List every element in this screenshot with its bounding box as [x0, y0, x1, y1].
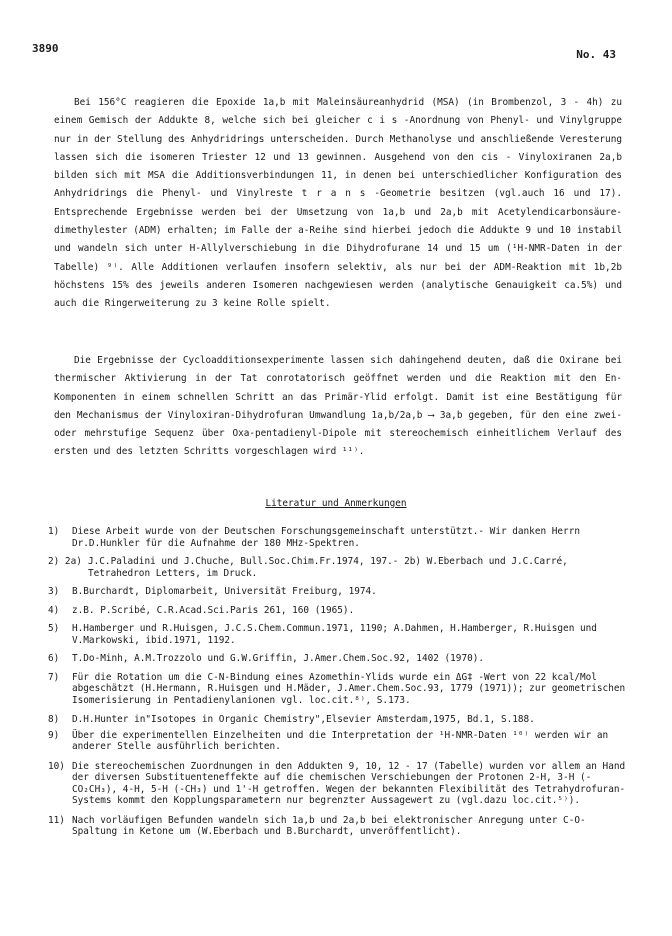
reference-label: 3)	[48, 586, 60, 597]
reference-item	[48, 672, 628, 707]
reference-item	[48, 526, 628, 549]
reference-text: T.Do-Minh, A.M.Trozzolo und G.W.Griffin, J.Amer.Chem.Soc.92, 1402 (1970).	[72, 653, 485, 664]
reference-item	[48, 556, 628, 579]
reference-text: Die stereochemischen Zuordnungen in den Addukten 9, 10, 12 - 17 (Tabelle) wurden vor allem an Hand der diversen Substituenteneffekte auf die chemischen Verschiebungen der Protonen 2-H, 3-H (-CO₂CH₃), 4-H, 5-H (-CH₃) und 1'-H getroffen. Wegen der bekannten Flexibilität des Tetrahydrofuran-Systems kommt den Kopplungsparametern nur begrenzter Aussagewert zu (vgl.dazu loc.cit.⁵⁾).	[72, 760, 626, 806]
reference-text: Nach vorläufigen Befunden wandeln sich 1a,b und 2a,b bei elektronischer Anregung unter C-O-Spaltung in Ketone um (W.Eberbach und B.Burchardt, unveröffentlicht).	[72, 814, 586, 837]
reference-label: 8)	[48, 714, 60, 725]
reference-label: 6)	[48, 653, 60, 664]
body-paragraph-2	[54, 352, 622, 462]
reference-label: 2) 2a)	[48, 556, 82, 567]
reference-text: D.H.Hunter in"Isotopes in Organic Chemistry",Elsevier Amsterdam,1975, Bd.1, S.188.	[72, 714, 535, 725]
reference-item	[48, 605, 628, 617]
reference-label: 5)	[48, 623, 60, 634]
reference-label: 7)	[48, 671, 60, 683]
reference-label: 9)	[48, 729, 60, 741]
reference-label: 4)	[48, 604, 60, 616]
reference-item	[48, 623, 628, 646]
body-paragraph-1	[54, 94, 622, 314]
reference-text: Für die Rotation um die C-N-Bindung eines Azomethin-Ylids wurde ein ΔG‡ -Wert von 22 kcal/Mol abgeschätzt (H.Hermann, R.Huisgen und H.Mäder, J.Amer.Chem.Soc.93, 1779 (1971)); zur geometrischen Isomerisierung in Pentadienylanionen vgl. loc.cit.⁸⁾, S.173.	[72, 671, 626, 706]
issue-number: No. 43	[576, 48, 616, 61]
reference-text: z.B. P.Scribé, C.R.Acad.Sci.Paris 261, 160 (1965).	[72, 604, 355, 616]
reference-item	[48, 761, 628, 807]
reference-item	[48, 586, 628, 598]
reference-item	[48, 815, 628, 838]
references-heading: Literatur und Anmerkungen	[265, 498, 407, 509]
page-number: 3890	[32, 42, 59, 55]
reference-text: B.Burchardt, Diplomarbeit, Universität Freiburg, 1974.	[72, 586, 377, 597]
paragraph-text: Bei 156°C reagieren die Epoxide 1a,b mit Maleinsäureanhydrid (MSA) (in Brombenzol, 3 - 4h) zu einem Gemisch der Addukte 8, welche sich bei gleicher c i s -Anordnung von Phenyl- und Vinylgruppe nur in der Stellung des Anhydridrings unterscheiden. Durch Methanolyse und anschließende Veresterung lassen sich die isomeren Triester 12 und 13 gewinnen. Ausgehend von den cis - Vinyloxiranen 2a,b bilden sich mit MSA die Additionsverbindungen 11, in denen bei unterschiedlicher Konfiguration des Anhydridrings die Phenyl- und Vinylreste t r a n s -Geometrie besitzen (vgl.auch 16 und 17). Entsprechende Ergebnisse werden bei der Umsetzung von 1a,b und 2a,b mit Acetylendicarbonsäure-dimethylester (ADM) erhalten; im Falle der a-Reihe sind hierbei jedoch die Addukte 9 und 10 instabil und wandeln sich unter H-Allylverschiebung in die Dihydrofurane 14 und 15 um (¹H-NMR-Daten in der Tabelle) ⁹⁾. Alle Additionen verlaufen insofern selektiv, als nur bei der ADM-Reaktion mit 1b,2b höchstens 15% des jeweils anderen Isomeren nachgewiesen werden (analytische Genauigkeit ca.5%) und auch die Ringerweiterung zu 3 keine Rolle spielt.	[54, 97, 622, 310]
reference-label: 1)	[48, 526, 60, 537]
reference-text: Diese Arbeit wurde von der Deutschen Forschungsgemeinschaft unterstützt.- Wir danken Herrn Dr.D.Hunkler für die Aufnahme der 180 MHz-Spektren.	[72, 526, 580, 549]
reference-list	[48, 520, 628, 838]
paragraph-text: Die Ergebnisse der Cycloadditionsexperimente lassen sich dahingehend deuten, daß die Oxirane bei thermischer Aktivierung in der Tat conrotatorisch geöffnet werden und die Reaktion mit den En-Komponenten in einem schnellen Schritt an das Primär-Ylid erfolgt. Damit ist eine Bestätigung für den Mechanismus der Vinyloxiran-Dihydrofuran Umwandlung 1a,b/2a,b ⟶ 3a,b gegeben, für den eine zwei- oder mehrstufige Sequenz über Oxa-pentadienyl-Dipole mit stereochemisch einheitlichem Verlauf des ersten und des letzten Schritts vorgeschlagen wird ¹¹⁾.	[54, 355, 622, 458]
reference-item	[48, 653, 628, 665]
reference-text: J.C.Paladini und J.Chuche, Bull.Soc.Chim.Fr.1974, 197.- 2b) W.Eberbach und J.C.Carré, Tetrahedron Letters, im Druck.	[88, 556, 568, 579]
reference-item	[48, 714, 628, 726]
reference-label: 10)	[48, 760, 65, 772]
reference-text: H.Hamberger und R.Huisgen, J.C.S.Chem.Commun.1971, 1190; A.Dahmen, H.Hamberger, R.Huisgen und V.Markowski, ibid.1971, 1192.	[72, 623, 597, 646]
reference-label: 11)	[48, 814, 65, 826]
reference-text: Über die experimentellen Einzelheiten und die Interpretation der ¹H-NMR-Daten ¹⁰⁾ werden wir an anderer Stelle ausführlich berichten.	[72, 729, 609, 752]
reference-item	[48, 730, 628, 753]
